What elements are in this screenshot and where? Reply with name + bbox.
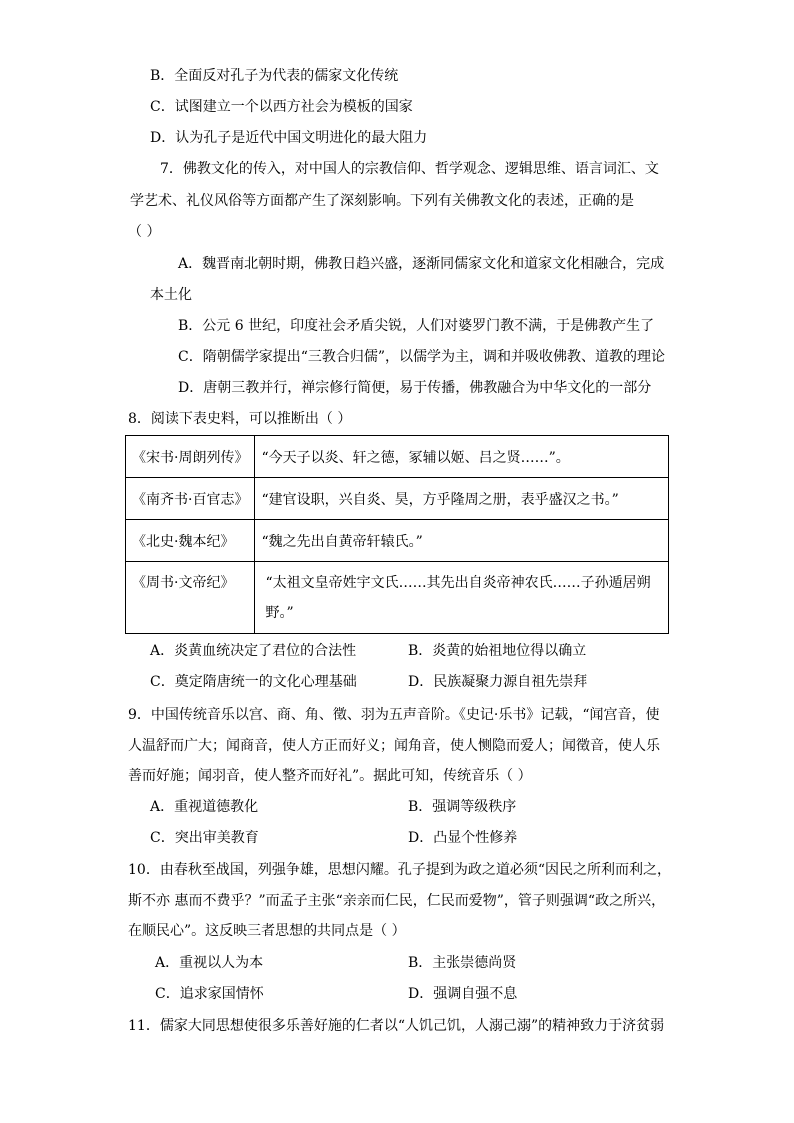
- q10-stem-line1: 10．由春秋至战国，列强争雄，思想闪耀。孔子提到为政之道必须“因民之所利而利之，: [128, 862, 671, 878]
- q9-option-d: D．凸显个性修养: [408, 830, 518, 846]
- table-cell-source: 《南齐书·百官志》: [126, 478, 255, 520]
- q9-option-a: A．重视道德教化: [150, 799, 259, 815]
- q7-option-c: C．隋朝儒学家提出“三教合归儒”，以儒学为主，调和并吸收佛教、道教的理论: [178, 349, 666, 365]
- table-row: [126, 520, 669, 562]
- q7-option-b: B．公元 6 世纪，印度社会矛盾尖锐，人们对婆罗门教不满，于是佛教产生了: [178, 318, 655, 334]
- q10-option-a: A．重视以人为本: [155, 955, 264, 971]
- table-row: [126, 478, 669, 520]
- table-cell-text-line2: 野。”: [265, 604, 294, 621]
- q9-option-b: B．强调等级秩序: [408, 799, 517, 815]
- table-cell-text: [255, 562, 669, 634]
- q7-option-a-line2: 本土化: [150, 287, 192, 303]
- q8-option-d: D．民族凝聚力源自祖先崇拜: [408, 674, 588, 690]
- q11-stem-line1: 11．儒家大同思想使很多乐善好施的仁者以“人饥己饥，人溺己溺”的精神致力于济贫弱: [128, 1018, 665, 1034]
- q8-stem: 8．阅读下表史料，可以推断出（ ）: [128, 411, 352, 427]
- q10-option-d: D．强调自强不息: [408, 986, 518, 1002]
- q7-blank: （ ）: [128, 224, 161, 240]
- table-row: [126, 436, 669, 478]
- table-row: [126, 562, 669, 634]
- q8-option-b: B．炎黄的始祖地位得以确立: [408, 643, 587, 659]
- q8-option-a: A．炎黄血统决定了君位的合法性: [150, 643, 357, 659]
- q6-option-d: D．认为孔子是近代中国文明进化的最大阻力: [150, 130, 428, 146]
- table-cell-text: “魏之先出自黄帝轩辕氏。”: [255, 520, 669, 562]
- q7-stem-line2: 学艺术、礼仪风俗等方面都产生了深刻影响。下列有关佛教文化的表述，正确的是: [130, 193, 634, 209]
- table-cell-text: “今天子以炎、轩之德，冢辅以姬、吕之贤……”。: [255, 436, 669, 478]
- q10-stem-line3: 在顺民心”。这反映三者思想的共同点是（ ）: [128, 923, 406, 939]
- q6-option-c: C．试图建立一个以西方社会为模板的国家: [150, 99, 413, 115]
- q9-stem-line3: 善而好施；闻羽音，使人整齐而好礼”。据此可知，传统音乐（ ）: [128, 768, 532, 784]
- table-cell-source: 《宋书·周朗列传》: [126, 436, 255, 478]
- q9-stem-line1: 9．中国传统音乐以宫、商、角、徵、羽为五声音阶。《史记·乐书》记载，“闻宫音，使: [128, 707, 660, 723]
- q7-option-a-line1: A．魏晋南北朝时期，佛教日趋兴盛，逐渐同儒家文化和道家文化相融合，完成: [178, 256, 665, 272]
- table-cell-source: 《北史·魏本纪》: [126, 520, 255, 562]
- q10-stem-line2: 斯不亦 惠而不费乎？”而孟子主张“亲亲而仁民，仁民而爱物”，管子则强调“政之所兴，: [128, 893, 666, 909]
- q6-option-b: B．全面反对孔子为代表的儒家文化传统: [150, 68, 399, 84]
- table-cell-source: 《周书·文帝纪》: [126, 562, 255, 634]
- q10-option-b: B．主张崇德尚贤: [408, 955, 517, 971]
- q7-option-d: D．唐朝三教并行，禅宗修行简便，易于传播，佛教融合为中华文化的一部分: [178, 380, 652, 396]
- q8-source-table: [125, 435, 669, 634]
- q9-stem-line2: 人温舒而广大；闻商音，使人方正而好义；闻角音，使人恻隐而爱人；闻徵音，使人乐: [128, 738, 660, 754]
- q7-stem-line1: 7．佛教文化的传入，对中国人的宗教信仰、哲学观念、逻辑思维、语言词汇、文: [160, 161, 659, 177]
- table-cell-text-line1: “太祖文皇帝姓宇文氏……其先出自炎帝神农氏……子孙遁居朔: [265, 574, 651, 591]
- q10-option-c: C．追求家国情怀: [155, 986, 264, 1002]
- q8-option-c: C．奠定隋唐统一的文化心理基础: [150, 674, 357, 690]
- table-cell-text: “建官设职，兴自炎、昊，方乎隆周之册，表乎盛汉之书。”: [255, 478, 669, 520]
- q9-option-c: C．突出审美教育: [150, 830, 259, 846]
